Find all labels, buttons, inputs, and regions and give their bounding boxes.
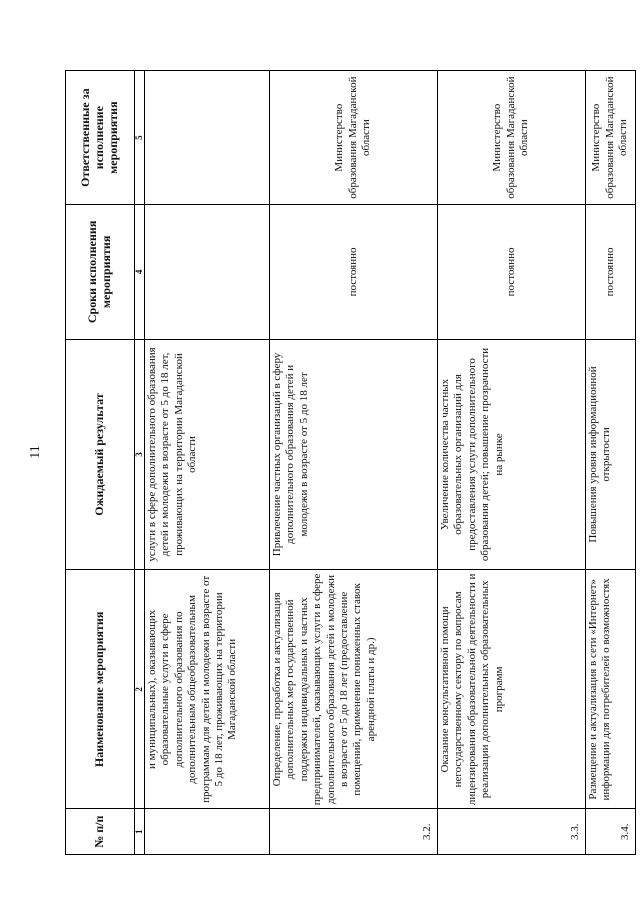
column-number: 2: [135, 570, 145, 809]
table-header-row: [66, 71, 135, 855]
column-number: 1: [135, 809, 145, 855]
row-number: 3.4.: [586, 809, 636, 855]
measure-name: Определение, проработка и актуализация дополнительных мер государственной поддержки индивидуальных и частных предпринимателей, оказывающих услуги в сфере дополнительного образования детей и молодежи в возрасте от 5 до 18 лет (предоставление помещений, применение пониженных ставок арендной платы и др.): [270, 570, 438, 809]
table-row: [270, 71, 438, 855]
header-expected-result: Ожидаемый результат: [66, 339, 135, 570]
table-row: [586, 71, 636, 855]
term: [145, 205, 270, 339]
header-measure-name: Наименование мероприятия: [66, 570, 135, 809]
header-term: Сроки исполнения мероприятия: [66, 205, 135, 339]
expected-result: Повышения уровня информационной открытости: [586, 339, 636, 570]
expected-result: Привлечение частных организаций в сферу дополнительного образования детей и молодежи в возрасте от 5 до 18 лет: [270, 339, 438, 570]
row-number: [145, 809, 270, 855]
measure-name: и муниципальных), оказывающих образовательные услуги в сфере дополнительного образования по дополнительным общеобразовательным программам для детей и молодежи в возрасте от 5 до 18 лет, проживающих на территории Магаданской области: [145, 570, 270, 809]
responsible: Министерство образования Магаданской области: [586, 71, 636, 205]
measure-name: Размещение и актуализация в сети «Интернет» информации для потребителей о возможностях: [586, 570, 636, 809]
term: постоянно: [438, 205, 586, 339]
responsible: Министерство образования Магаданской области: [438, 71, 586, 205]
column-number: 3: [135, 339, 145, 570]
expected-result: Увеличение количества частных образовательных организаций для предоставления услуги дополнительного образования детей; повышение прозрачности на рынке: [438, 339, 586, 570]
header-number: № п/п: [66, 809, 135, 855]
expected-result: услуги в сфере дополнительного образования детей и молодежи в возрасте от 5 до 18 лет, проживающих на территории Магаданской области: [145, 339, 270, 570]
term: постоянно: [270, 205, 438, 339]
table-row: [438, 71, 586, 855]
header-responsible: Ответственные за исполнение мероприятия: [66, 71, 135, 205]
measures-table: [65, 70, 636, 855]
term: постоянно: [586, 205, 636, 339]
responsible: [145, 71, 270, 205]
table-row: [145, 71, 270, 855]
page-number: 11: [28, 445, 43, 459]
row-number: 3.2.: [270, 809, 438, 855]
responsible: Министерство образования Магаданской области: [270, 71, 438, 205]
column-number: 4: [135, 205, 145, 339]
measure-name: Оказание консультативной помощи негосударственному сектору по вопросам лицензирования образовательной деятельности и реализации дополнительных образовательных программ: [438, 570, 586, 809]
row-number: 3.3.: [438, 809, 586, 855]
column-number-row: [135, 71, 145, 855]
column-number: 5: [135, 71, 145, 205]
rotated-table-container: [65, 70, 631, 855]
